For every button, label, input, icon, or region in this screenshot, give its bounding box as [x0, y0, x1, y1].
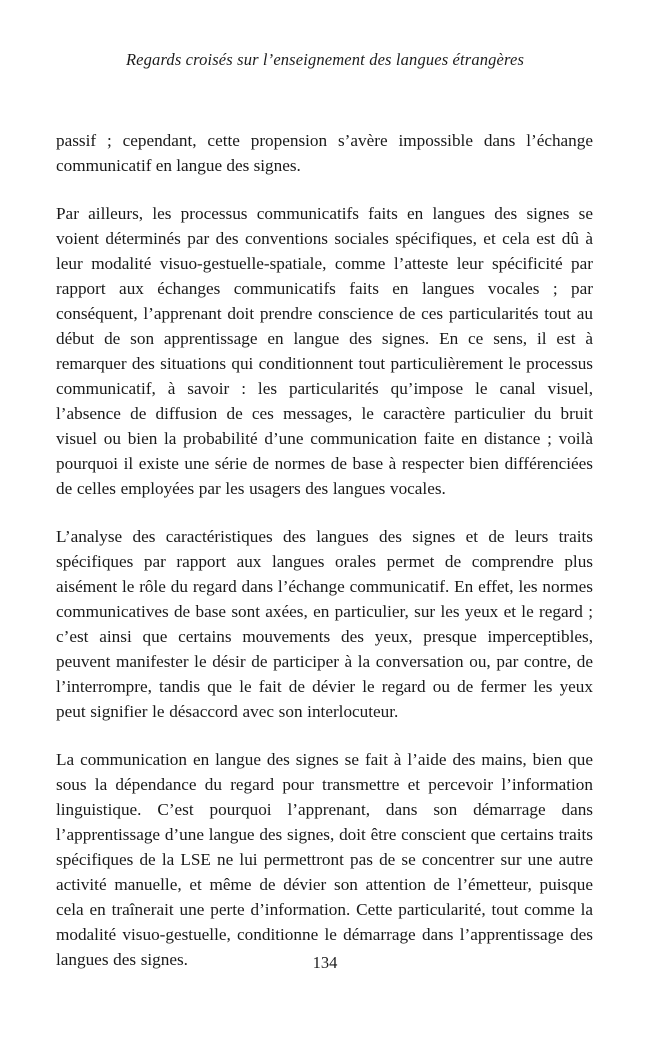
- page-number: 134: [312, 953, 338, 972]
- paragraph-1: passif ; cependant, cette propension s’avère impossible dans l’échange communicatif en langue des signes.: [56, 131, 593, 175]
- body-text-block: [56, 128, 593, 972]
- paragraph-2: Par ailleurs, les processus communicatifs faits en langues des signes se voient déterminés par des conventions sociales spécifiques, et cela est dû à leur modalité visuo-gestuelle-spatiale, comme l’atteste leur spécificité par rapport aux échanges communicatifs faits en langues vocales ; par conséquent, l’apprenant doit prendre conscience de ces particularités tout au début de son apprentissage en langue des signes. En ce sens, il est à remarquer des situations qui conditionnent tout particulièrement le processus communicatif, à savoir : les particularités qu’impose le canal visuel, l’absence de diffusion de ces messages, le caractère particulier du bruit visuel ou bien la probabilité d’une communication faite en distance ; voilà pourquoi il existe une série de normes de base à respecter bien différenciées de celles employées par les usagers des langues vocales.: [56, 204, 593, 498]
- paragraph-3: L’analyse des caractéristiques des langues des signes et de leurs traits spécifiques par rapport aux langues orales permet de comprendre plus aisément le rôle du regard dans l’échange communicatif. En effet, les normes communicatives de base sont axées, en particulier, sur les yeux et le regard ; c’est ainsi que certains mouvements des yeux, presque imperceptibles, peuvent manifester le désir de participer à la conversation ou, par contre, de l’interrompre, tandis que le fait de dévier le regard ou de fermer les yeux peut signifier le désaccord avec son interlocuteur.: [56, 527, 593, 721]
- paragraph-4: La communication en langue des signes se fait à l’aide des mains, bien que sous la dépendance du regard pour transmettre et percevoir l’information linguistique. C’est pourquoi l’apprenant, dans son démarrage dans l’apprentissage d’une langue des signes, doit être conscient que certains traits spécifiques de la LSE ne lui permettront pas de se concentrer sur une autre activité manuelle, et même de dévier son attention de l’émetteur, puisque cela en traînerait une perte d’information. Cette particularité, tout comme la modalité visuo-gestuelle, conditionne le démarrage dans l’apprentissage des langues des signes.: [56, 750, 593, 969]
- running-header: Regards croisés sur l’enseignement des langues étrangères: [125, 50, 525, 69]
